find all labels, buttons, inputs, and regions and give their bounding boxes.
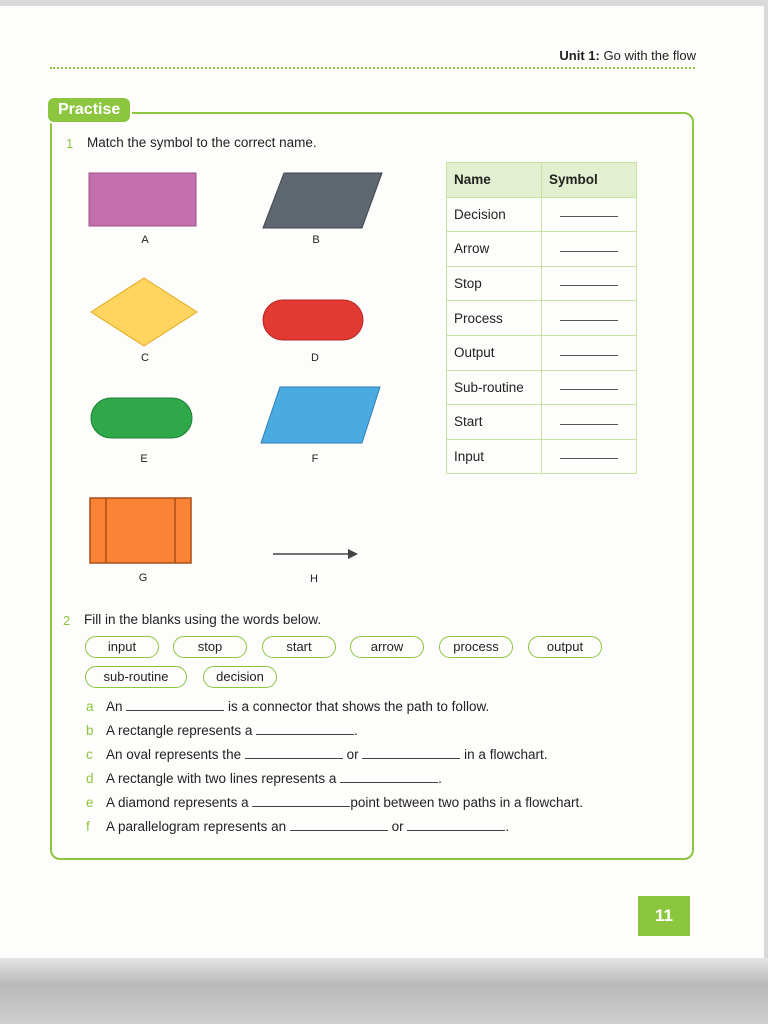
sentence-text: A parallelogram represents an bbox=[106, 819, 287, 834]
unit-title: Go with the flow bbox=[603, 48, 696, 63]
sentence-f bbox=[86, 819, 509, 834]
table-row bbox=[447, 232, 637, 267]
shape-a-rectangle bbox=[88, 172, 198, 228]
sentence-text: point between two paths in a flowchart. bbox=[350, 795, 583, 810]
word-pill: sub-routine bbox=[85, 666, 187, 688]
shape-g-subroutine bbox=[89, 497, 193, 565]
sentence-letter: e bbox=[86, 795, 94, 810]
blank-field[interactable] bbox=[126, 700, 224, 711]
symbol-answer-field[interactable] bbox=[542, 370, 637, 405]
word-pill: start bbox=[262, 636, 336, 658]
header-symbol: Symbol bbox=[542, 163, 637, 198]
sentence-text: . bbox=[505, 819, 510, 834]
q2-text: Fill in the blanks using the words below. bbox=[84, 612, 322, 627]
sentence-c bbox=[86, 747, 547, 762]
sentence-text: is a connector that shows the path to follow. bbox=[228, 699, 490, 714]
sentence-text: A rectangle with two lines represents a bbox=[106, 771, 337, 786]
sentence-letter: a bbox=[86, 699, 94, 714]
blank-field[interactable] bbox=[252, 796, 350, 807]
row-name: Decision bbox=[447, 197, 542, 232]
q1-number: 1 bbox=[66, 136, 74, 151]
sentence-text: A rectangle represents a bbox=[106, 723, 253, 738]
shape-e-label: E bbox=[140, 453, 148, 465]
blank-field[interactable] bbox=[340, 772, 438, 783]
header-name: Name bbox=[447, 163, 542, 198]
table-row bbox=[447, 266, 637, 301]
page-number: 11 bbox=[638, 896, 690, 936]
sentence-text: in a flowchart. bbox=[464, 747, 548, 762]
word-pill: stop bbox=[173, 636, 247, 658]
sentence-text: or bbox=[391, 819, 404, 834]
symbol-answer-field[interactable] bbox=[542, 232, 637, 267]
symbol-answer-field[interactable] bbox=[542, 197, 637, 232]
table-row bbox=[447, 197, 637, 232]
sentence-letter: f bbox=[86, 819, 90, 834]
word-pill: arrow bbox=[350, 636, 424, 658]
word-pill: input bbox=[85, 636, 159, 658]
word-pill: decision bbox=[203, 666, 277, 688]
shape-d-label: D bbox=[311, 352, 319, 364]
row-name: Sub-routine bbox=[447, 370, 542, 405]
shape-a-label: A bbox=[141, 234, 149, 246]
shape-f-label: F bbox=[311, 453, 319, 465]
shape-c-diamond bbox=[90, 277, 198, 347]
word-pill: output bbox=[528, 636, 602, 658]
blank-field[interactable] bbox=[256, 724, 354, 735]
table-row bbox=[447, 439, 637, 474]
sentence-letter: c bbox=[86, 747, 93, 762]
unit-label: Unit 1: bbox=[559, 48, 600, 63]
shape-h-label: H bbox=[310, 573, 318, 585]
shape-d-oval bbox=[262, 299, 364, 341]
sentence-d bbox=[86, 771, 442, 786]
sentence-e bbox=[86, 795, 583, 810]
sentence-letter: b bbox=[86, 723, 94, 738]
table-row bbox=[447, 370, 637, 405]
table-row bbox=[447, 335, 637, 370]
header-divider bbox=[50, 67, 695, 69]
symbol-answer-field[interactable] bbox=[542, 335, 637, 370]
sentence-text: . bbox=[354, 723, 358, 738]
shape-h-arrow bbox=[272, 547, 360, 561]
row-name: Input bbox=[447, 439, 542, 474]
shape-b-parallelogram bbox=[262, 172, 384, 230]
blank-field[interactable] bbox=[245, 748, 343, 759]
shape-f-parallelogram bbox=[260, 386, 382, 445]
unit-header bbox=[559, 48, 696, 63]
row-name: Arrow bbox=[447, 232, 542, 267]
symbol-answer-field[interactable] bbox=[542, 266, 637, 301]
sentence-text: An oval represents the bbox=[106, 747, 242, 762]
symbol-answer-field[interactable] bbox=[542, 301, 637, 336]
sentence-b bbox=[86, 723, 358, 738]
shape-e-oval bbox=[90, 397, 193, 439]
shape-g-label: G bbox=[138, 572, 148, 584]
blank-field[interactable] bbox=[362, 748, 460, 759]
match-table bbox=[446, 162, 637, 474]
word-pill: process bbox=[439, 636, 513, 658]
shape-c-label: C bbox=[141, 352, 149, 364]
row-name: Output bbox=[447, 335, 542, 370]
row-name: Start bbox=[447, 405, 542, 440]
sentence-a bbox=[86, 699, 489, 714]
scan-shadow bbox=[0, 958, 768, 1024]
table-header-row bbox=[447, 163, 637, 198]
sentence-text: or bbox=[346, 747, 359, 762]
sentence-text: An bbox=[106, 699, 123, 714]
sentence-letter: d bbox=[86, 771, 94, 786]
blank-field[interactable] bbox=[290, 820, 388, 831]
sentence-text: . bbox=[438, 771, 442, 786]
symbol-answer-field[interactable] bbox=[542, 439, 637, 474]
sentence-text: A diamond represents a bbox=[106, 795, 249, 810]
symbol-answer-field[interactable] bbox=[542, 405, 637, 440]
shape-b-label: B bbox=[312, 234, 320, 246]
table-row bbox=[447, 301, 637, 336]
blank-field[interactable] bbox=[407, 820, 505, 831]
table-row bbox=[447, 405, 637, 440]
q2-number: 2 bbox=[63, 613, 71, 628]
q1-text: Match the symbol to the correct name. bbox=[87, 135, 317, 150]
row-name: Stop bbox=[447, 266, 542, 301]
section-tab: Practise bbox=[48, 98, 130, 122]
row-name: Process bbox=[447, 301, 542, 336]
